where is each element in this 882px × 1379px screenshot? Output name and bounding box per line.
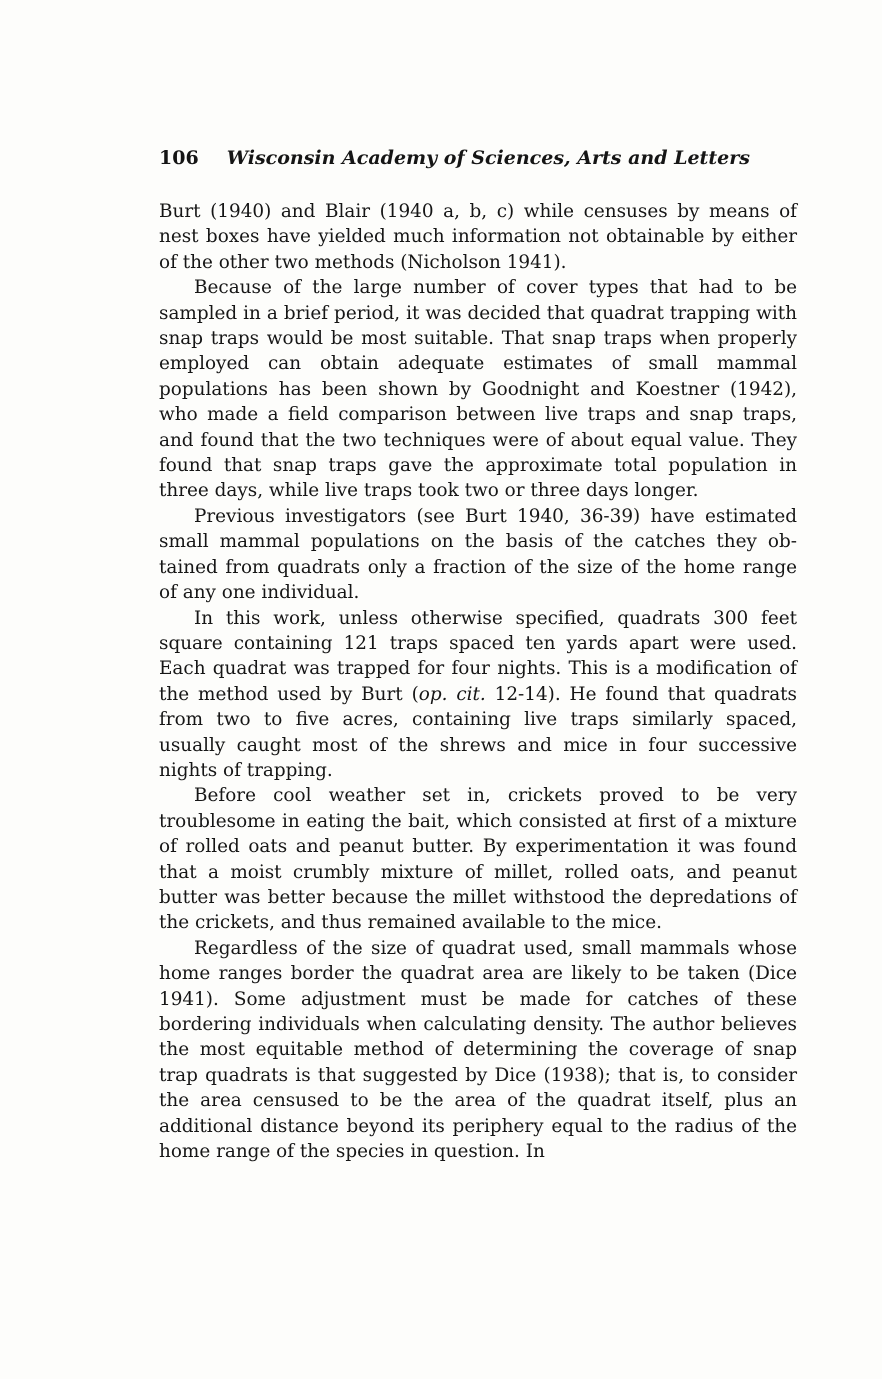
paragraph-5: Before cool weather set in, crickets proved to be very troublesome in eating the bait, which consisted at first of a mixture of rolled oats and peanut butter. By experimentation it was found that a moist crumbly mixture of millet, rolled oats, and peanut butter was better because the millet withstood the depredations of the crickets, and thus remained available to the mice. [159, 785, 797, 934]
paragraph-3: Previous investigators (see Burt 1940, 36-39) have estimated small mammal populations on the basis of the catches they obtained from quadrats only a fraction of the size of the home range of any one individual. [159, 505, 797, 604]
running-title: Wisconsin Academy of Sciences, Arts and Letters [226, 147, 750, 169]
page-header [159, 147, 799, 169]
paragraph-4-text-before: In this work, unless otherwise specified, quadrats 300 feet square containing 121 traps spaced ten yards apart were used. Each quadrat was trapped for four nights. This is a modification of the method used by Burt ( [159, 607, 797, 705]
paragraph-4 [159, 606, 797, 784]
body-text [159, 199, 797, 1164]
paragraph-6: Regardless of the size of quadrat used, small mammals whose home ranges border the quadrat area are likely to be taken (Dice 1941). Some adjustment must be made for catches of these bordering individuals when calculating density. The author believes the most equitable method of determining the coverage of snap trap quadrats is that suggested by Dice (1938); that is, to consider the area censused to be the area of the quadrat itself, plus an additional distance beyond its periphery equal to the radius of the home range of the species in question. In [159, 937, 797, 1163]
page-number: 106 [159, 147, 199, 169]
paragraph-4-text-after: 12-14). He found that quadrats from two to five acres, containing live traps similarly spaced, usually caught most of the shrews and mice in four successive nights of trapping. [159, 683, 797, 781]
paragraph-2: Because of the large number of cover types that had to be sampled in a brief period, it was decided that quadrat trapping with snap traps would be most suitable. That snap traps when properly employed can obtain adequate estimates of small mammal populations has been shown by Goodnight and Koestner (1942), who made a field comparison between live traps and snap traps, and found that the two techniques were of about equal value. They found that snap traps gave the approximate total population in three days, while live traps took two or three days longer. [159, 277, 797, 502]
paragraph-1: Burt (1940) and Blair (1940 a, b, c) while censuses by means of nest boxes have yielded much information not obtainable by either of the other two methods (Nicholson 1941). [159, 201, 797, 273]
citation-op-cit: op. cit. [418, 683, 486, 705]
